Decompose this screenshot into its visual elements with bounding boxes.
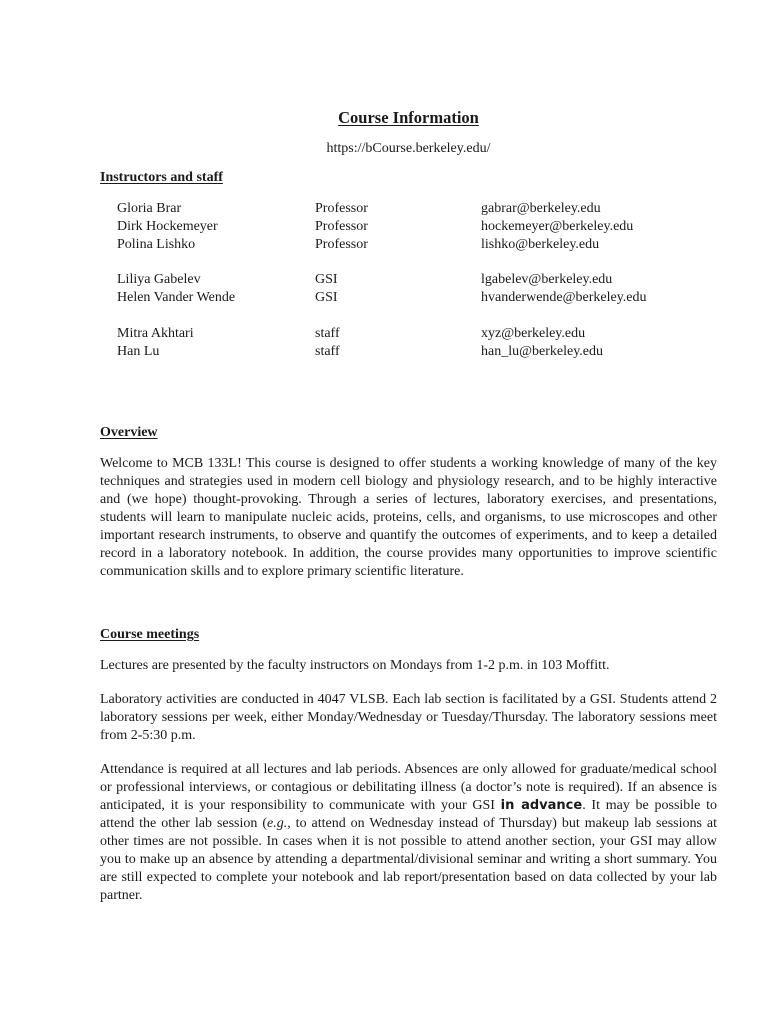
staff-name: Han Lu [117,343,160,359]
attendance-example: e.g., [267,816,291,831]
attendance-text-2: . It may be possible to attend the other lab session ( [100,798,717,831]
attendance-paragraph [100,761,717,905]
staff-email: lgabelev@berkeley.edu [481,272,613,288]
table-row [117,343,721,361]
staff-group-staff [117,325,721,361]
staff-email: hockemeyer@berkeley.edu [481,218,634,234]
staff-name: Mitra Akhtari [117,325,194,341]
staff-heading: Instructors and staff [100,170,223,185]
staff-role: Professor [315,201,368,216]
lectures-paragraph: Lectures are presented by the faculty instructors on Mondays from 1-2 p.m. in 103 Moffitt. [100,658,610,673]
staff-role: staff [315,343,340,359]
table-row [117,218,721,236]
staff-role: staff [315,325,340,341]
table-row [117,236,721,254]
staff-email: han_lu@berkeley.edu [481,343,603,359]
staff-group-professors [117,200,721,253]
table-row [117,200,721,218]
staff-email: lishko@berkeley.edu [481,236,600,252]
staff-email: xyz@berkeley.edu [481,325,586,341]
staff-email: hvanderwende@berkeley.edu [481,290,647,306]
course-meetings-heading: Course meetings [100,627,200,642]
staff-email: gabrar@berkeley.edu [481,201,601,216]
staff-name: Dirk Hockemeyer [117,218,218,234]
overview-paragraph: Welcome to MCB 133L! This course is designed to offer students a working knowledge of many of the key techniques and strategies used in modern cell biology and physiology research, and to be highly interactive and (we hope) thought-provoking. Through a series of lectures, laboratory exercises, and presentations, students will learn to manipulate nucleic acids, proteins, cells, and organisms, to use microscopes and other important research instruments, to observe and quantify the outcomes of experiments, and to keep a detailed record in a laboratory notebook. In addition, the course provides many opportunities to improve scientific communication skills and to explore primary scientific literature. [100,456,717,579]
attendance-text-3: to attend on Wednesday instead of Thursday) but makeup lab sessions at other times are not possible. In cases when it is not possible to attend another section, your GSI may allow you to make up an absence by attending a departmental/divisional seminar and writing a short summary. You are still expected to complete your notebook and lab report/presentation based on data collected by your lab partner. [100,816,717,903]
attendance-emphasis: in advance [500,798,583,813]
overview-heading: Overview [100,425,158,440]
staff-role: Professor [315,236,368,252]
lab-paragraph: Laboratory activities are conducted in 4047 VLSB. Each lab section is facilitated by a GSI. Students attend 2 laboratory sessions per week, either Monday/Wednesday or Tuesday/Thursday. The laboratory sessions meet from 2-5:30 p.m. [100,692,717,743]
staff-group-gsi [117,271,721,307]
table-row [117,289,721,307]
staff-name: Polina Lishko [117,236,196,252]
staff-name: Liliya Gabelev [117,272,201,288]
staff-name: Gloria Brar [117,201,182,216]
staff-name: Helen Vander Wende [117,290,236,306]
page-title: Course Information [338,108,479,127]
staff-table [117,200,721,379]
table-row [117,271,721,289]
staff-role: Professor [315,218,368,234]
staff-role: GSI [315,290,338,306]
table-row [117,325,721,343]
attendance-text-1: Attendance is required at all lectures and lab periods. Absences are only allowed for graduate/medical school or professional interviews, or contagious or debilitating illness (a doctor’s note is required). If an absence is anticipated, it is your responsibility to communicate with your GSI [100,762,717,813]
course-url: https://bCourse.berkeley.edu/ [326,141,491,156]
staff-role: GSI [315,272,338,288]
